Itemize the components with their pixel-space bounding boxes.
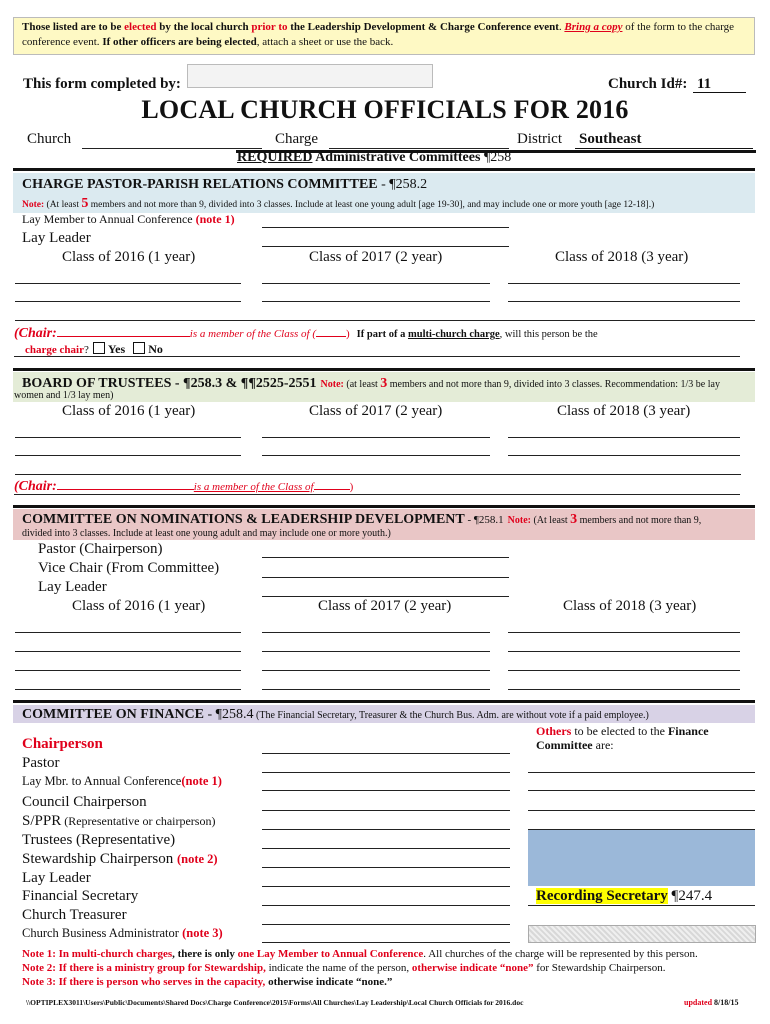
sppr-chair-label: (Chair: xyxy=(14,326,57,341)
required-text: Administrative Committees xyxy=(312,150,484,165)
trustees-title xyxy=(22,374,720,392)
recording-secretary-para: ¶247.4 xyxy=(667,888,713,904)
finance-bus-admin-note: (note 3) xyxy=(182,926,223,940)
note-3-text: If there is person who serves in the capacity, xyxy=(58,976,266,988)
trustees-title-text: BOARD OF TRUSTEES - ¶258.3 & ¶¶2525-2551 xyxy=(22,376,317,391)
church-id-field[interactable] xyxy=(693,76,746,93)
trustees-2016-field[interactable] xyxy=(15,455,241,456)
nominations-2016-field[interactable] xyxy=(15,670,241,671)
sppr-para: - ¶258.2 xyxy=(377,177,428,192)
trustees-2017-field[interactable] xyxy=(262,455,490,456)
nominations-note-cont: divided into 3 classes. Include at least one young adult and may include one or more youth.) xyxy=(22,528,391,539)
file-path: \\OPTIPLEX3011\Users\Public\Documents\Shared Docs\Charge Conference\2015\Forms\All Churches\Lay Leadership\Local Church Officials for 2016.doc xyxy=(26,998,524,1007)
yes-label: Yes xyxy=(107,342,126,356)
nominations-title-text: COMMITTEE ON NOMINATIONS & LEADERSHIP DEVELOPMENT xyxy=(22,512,465,527)
finance-bus-admin-label: Church Business Administrator xyxy=(22,926,179,940)
notice-text: of the form to the charge conference event. xyxy=(22,21,735,48)
trustees-chair-class-field[interactable] xyxy=(314,479,350,490)
note-1-text: . All churches of the charge will be represented by this person. xyxy=(423,948,698,960)
sppr-charge-chair-q: ? xyxy=(83,344,89,356)
finance-sppr xyxy=(22,813,215,830)
finance-fin-sec-field[interactable] xyxy=(262,905,510,906)
instructions-notice xyxy=(13,17,755,55)
notice-elected: elected xyxy=(124,21,157,33)
finance-lay-leader-field[interactable] xyxy=(262,886,510,887)
finance-others-text: Committee xyxy=(536,738,593,752)
finance-council-label: Council Chairperson xyxy=(22,794,147,810)
nominations-2017-field[interactable] xyxy=(262,632,490,633)
note-1-text: , there is only xyxy=(172,948,238,960)
sppr-lay-member xyxy=(22,212,235,227)
church-field[interactable] xyxy=(82,148,262,149)
nominations-lay-leader-field[interactable] xyxy=(262,596,509,597)
finance-sppr-field[interactable] xyxy=(262,829,510,830)
note-2 xyxy=(22,962,665,974)
nominations-2017-field[interactable] xyxy=(262,651,490,652)
sppr-charge-chair-label: charge chair xyxy=(25,344,84,356)
finance-pastor-field[interactable] xyxy=(262,772,510,773)
nominations-class-2016: Class of 2016 (1 year) xyxy=(72,598,206,614)
updated-date: 8/18/15 xyxy=(712,998,739,1007)
sppr-note-text: (At least xyxy=(44,200,82,210)
no-label: No xyxy=(148,342,163,356)
trustees-chair-member: is a member of the Class of xyxy=(193,481,314,493)
church-label: Church xyxy=(27,131,72,147)
finance-other-blank xyxy=(528,925,756,943)
sppr-2016-field[interactable] xyxy=(15,301,241,302)
trustees-class-2017: Class of 2017 (2 year) xyxy=(309,403,443,419)
finance-title xyxy=(22,705,649,723)
sppr-title-text: CHARGE PASTOR-PARISH RELATIONS COMMITTEE xyxy=(22,177,378,192)
nominations-2018-field[interactable] xyxy=(508,651,740,652)
finance-others-label: Others xyxy=(536,724,572,738)
nominations-class-2018: Class of 2018 (3 year) xyxy=(563,598,697,614)
finance-chairperson-label: Chairperson xyxy=(22,736,103,752)
finance-lay-mbr-label: Lay Mbr. to Annual Conference xyxy=(22,774,182,788)
nominations-2018-field[interactable] xyxy=(508,670,740,671)
note-1-text: Lay Member to Annual Conference xyxy=(256,948,424,960)
sppr-multi-text: , will this person be the xyxy=(499,329,598,340)
required-committees-heading xyxy=(237,150,511,166)
note-1-text: one xyxy=(237,948,255,960)
nominations-para: - ¶258.1 xyxy=(464,514,504,526)
notice-text: Those listed are to be xyxy=(22,21,125,33)
finance-other-field[interactable] xyxy=(528,772,755,773)
district-label: District xyxy=(517,131,562,147)
finance-stewardship-field[interactable] xyxy=(262,867,510,868)
note-2-text: for Stewardship Chairperson. xyxy=(533,962,666,974)
finance-title-text: COMMITTEE ON FINANCE xyxy=(22,707,205,722)
church-id-value: 11 xyxy=(697,76,712,92)
required-label: REQUIRED xyxy=(237,150,313,165)
note-2-label: Note 2: xyxy=(22,962,59,974)
trustees-class-2016: Class of 2016 (1 year) xyxy=(62,403,196,419)
trustees-class-2018: Class of 2018 (3 year) xyxy=(557,403,691,419)
nominations-note-text: members and not more than 9, xyxy=(577,515,702,526)
notice-text: , attach a sheet or use the back. xyxy=(256,36,394,48)
yes-checkbox[interactable] xyxy=(93,342,105,354)
nominations-pastor-field[interactable] xyxy=(262,557,509,558)
finance-stewardship xyxy=(22,851,218,868)
finance-other-field[interactable] xyxy=(528,810,755,811)
nominations-note-label: Note: xyxy=(507,515,531,526)
trustees-chair-field[interactable] xyxy=(57,477,194,490)
required-para: ¶258 xyxy=(483,150,512,165)
sppr-lay-leader-label: Lay Leader xyxy=(22,230,91,246)
finance-chairperson-field[interactable] xyxy=(262,753,510,754)
note-3-text: otherwise indicate “none.” xyxy=(265,976,393,988)
section-divider xyxy=(13,168,755,171)
nominations-vice-chair-field[interactable] xyxy=(262,577,509,578)
finance-others-note xyxy=(536,724,746,752)
note-2-text: If there is a ministry group for Stewardship, xyxy=(58,962,266,974)
finance-others-text: are: xyxy=(592,738,614,752)
sppr-divider xyxy=(15,320,755,321)
sppr-chair-field[interactable] xyxy=(57,324,190,337)
nominations-lay-leader-label: Lay Leader xyxy=(38,579,107,595)
trustees-chair-line xyxy=(14,477,353,495)
sppr-lay-member-label: Lay Member to Annual Conference xyxy=(22,212,193,226)
notice-text: the Leadership Development & Charge Conference event xyxy=(287,21,559,33)
finance-bus-admin xyxy=(22,926,223,941)
finance-treasurer-label: Church Treasurer xyxy=(22,907,127,923)
finance-para: - ¶258.4 xyxy=(204,707,254,722)
finance-pastor-label: Pastor xyxy=(22,755,60,771)
sppr-class-2018: Class of 2018 (3 year) xyxy=(555,249,689,265)
recording-secretary xyxy=(536,888,712,905)
finance-fin-sec-label: Financial Secretary xyxy=(22,888,139,904)
finance-other-field[interactable] xyxy=(528,790,755,791)
nominations-title xyxy=(22,510,701,528)
trustees-note-text: (at least xyxy=(343,379,381,390)
finance-lay-mbr-field[interactable] xyxy=(262,790,510,791)
nominations-note-text: (At least xyxy=(530,515,571,526)
sppr-2018-field[interactable] xyxy=(508,301,740,302)
completed-by-label: This form completed by: xyxy=(23,76,181,92)
nominations-vice-chair-label: Vice Chair (From Committee) xyxy=(38,560,220,576)
sppr-multi-charge: multi-church charge xyxy=(408,329,500,340)
finance-others-text: Finance xyxy=(667,724,709,738)
finance-council-field[interactable] xyxy=(262,810,510,811)
finance-trustees-field[interactable] xyxy=(262,848,510,849)
finance-other-blank xyxy=(528,830,755,886)
sppr-2017-field[interactable] xyxy=(262,301,490,302)
note-3-label: Note 3: xyxy=(22,976,59,988)
finance-trustees-label: Trustees (Representative) xyxy=(22,832,176,848)
section-divider xyxy=(13,368,755,371)
sppr-chair-close: ) xyxy=(346,328,350,340)
note-1-text: In multi-church charges xyxy=(58,948,173,960)
charge-label: Charge xyxy=(275,131,319,147)
nominations-pastor-label: Pastor (Chairperson) xyxy=(38,541,163,557)
finance-lay-mbr-note: (note 1) xyxy=(181,774,222,788)
nominations-2016-field[interactable] xyxy=(15,651,241,652)
trustees-bottom-rule xyxy=(14,494,740,495)
finance-note: (The Financial Secretary, Treasurer & the Church Bus. Adm. are without vote if a paid employee.) xyxy=(253,710,649,721)
nominations-2016-field[interactable] xyxy=(15,689,241,690)
sppr-title xyxy=(22,177,427,193)
sppr-lay-leader-field[interactable] xyxy=(262,246,509,247)
sppr-2018-field[interactable] xyxy=(508,283,740,284)
nominations-2017-field[interactable] xyxy=(262,689,490,690)
page-title: LOCAL CHURCH OFFICIALS FOR 2016 xyxy=(141,95,629,124)
finance-bus-admin-field[interactable] xyxy=(262,942,510,943)
finance-stewardship-note: (note 2) xyxy=(176,852,218,866)
notice-prior-to: prior to xyxy=(251,21,288,33)
trustees-note-num: 3 xyxy=(380,376,388,391)
trustees-2018-field[interactable] xyxy=(508,437,740,438)
sppr-note xyxy=(22,196,654,212)
sppr-lay-member-field[interactable] xyxy=(262,227,509,228)
sppr-charge-chair xyxy=(25,342,163,357)
section-divider xyxy=(13,700,755,703)
note-1 xyxy=(22,948,698,960)
trustees-2016-field[interactable] xyxy=(15,437,241,438)
sppr-bottom-rule xyxy=(14,356,740,357)
sppr-multi-text: If part of a xyxy=(356,329,408,340)
no-checkbox[interactable] xyxy=(133,342,145,354)
nominations-2017-field[interactable] xyxy=(262,670,490,671)
recording-secretary-label: Recording Secretary xyxy=(536,888,668,904)
sppr-2017-field[interactable] xyxy=(262,283,490,284)
sppr-note-label: Note: xyxy=(22,200,45,210)
notice-text: . xyxy=(558,21,565,33)
note-3 xyxy=(22,976,392,988)
note-2-text: otherwise indicate “none” xyxy=(411,962,534,974)
section-divider xyxy=(13,505,755,508)
trustees-note-label: Note: xyxy=(320,379,344,390)
trustees-2018-field[interactable] xyxy=(508,455,740,456)
notice-text: by the local church xyxy=(156,21,252,33)
sppr-class-2017: Class of 2017 (2 year) xyxy=(309,249,443,265)
sppr-note-text: members and not more than 9, divided into 3 classes. Include at least one young adult [age 19-30], and may include one or more youth [age 12-18].) xyxy=(88,200,655,210)
sppr-class-2016: Class of 2016 (1 year) xyxy=(62,249,196,265)
nominations-2016-field[interactable] xyxy=(15,632,241,633)
trustees-note-text: members and not more than 9, divided into 3 classes. Recommendation: 1/3 be lay xyxy=(387,379,720,390)
nominations-2018-field[interactable] xyxy=(508,689,740,690)
church-id-label: Church Id#: xyxy=(608,76,688,92)
district-value: Southeast xyxy=(579,131,642,147)
trustees-2017-field[interactable] xyxy=(262,437,490,438)
finance-others-text: to be elected to the xyxy=(571,724,668,738)
charge-field[interactable] xyxy=(329,148,509,149)
nominations-2018-field[interactable] xyxy=(508,632,740,633)
sppr-chair-class-field[interactable] xyxy=(316,326,346,337)
trustees-note-cont: women and 1/3 lay men) xyxy=(14,390,114,401)
sppr-note-num: 5 xyxy=(81,196,89,211)
nominations-class-2017: Class of 2017 (2 year) xyxy=(318,598,452,614)
district-field[interactable] xyxy=(575,131,753,149)
finance-lay-leader-label: Lay Leader xyxy=(22,870,91,886)
note-2-text: indicate the name of the person, xyxy=(265,962,412,974)
finance-stewardship-label: Stewardship Chairperson xyxy=(22,851,174,867)
notice-bring-copy: Bring a copy xyxy=(564,21,623,33)
nominations-note-num: 3 xyxy=(570,512,578,527)
finance-sppr-note: (Representative or chairperson) xyxy=(61,814,216,828)
trustees-chair-label: (Chair: xyxy=(14,479,57,494)
sppr-lay-member-note: (note 1) xyxy=(195,212,235,226)
updated-label: updated xyxy=(684,998,713,1007)
note-1-label: Note 1: xyxy=(22,948,59,960)
finance-sppr-label: S/PPR xyxy=(22,813,62,829)
trustees-chair-close: ) xyxy=(349,481,354,493)
completed-by-field[interactable] xyxy=(187,64,433,88)
sppr-chair-member: is a member of the xyxy=(189,328,274,340)
sppr-2016-field[interactable] xyxy=(15,283,241,284)
recording-secretary-field[interactable] xyxy=(528,905,755,906)
sppr-chair-line xyxy=(14,324,598,342)
notice-text: If other officers are being elected xyxy=(102,36,257,48)
finance-treasurer-field[interactable] xyxy=(262,924,510,925)
updated-stamp xyxy=(684,998,738,1007)
finance-lay-mbr xyxy=(22,774,222,789)
sppr-chair-class: Class of ( xyxy=(273,328,316,340)
trustees-divider xyxy=(15,474,741,475)
